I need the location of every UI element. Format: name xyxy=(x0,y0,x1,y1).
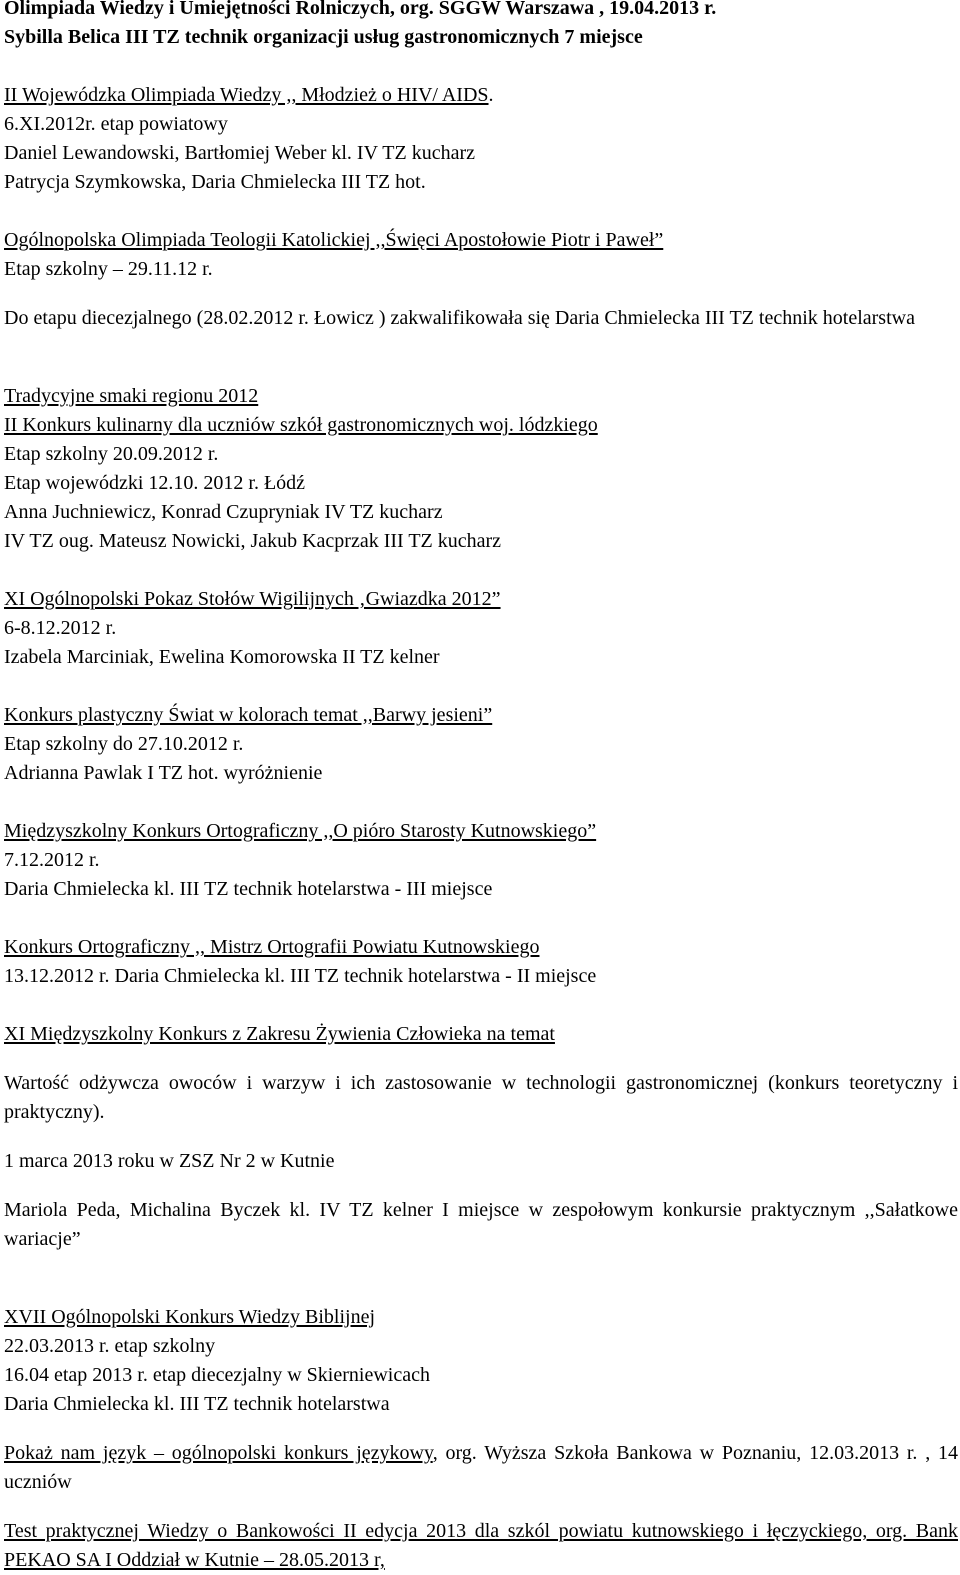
competition-title-hiv-olympiad: II Wojewódzka Olimpiada Wiedzy ,, Młodzież o HIV/ AIDS xyxy=(4,84,489,106)
stage-date: 22.03.2013 r. etap szkolny xyxy=(4,1335,216,1357)
participants-line: Izabela Marciniak, Ewelina Komorowska II TZ kelner xyxy=(4,646,440,668)
competition-topic: Wartość odżywcza owoców i warzyw i ich zastosowanie w technologii gastronomicznej (konkurs teoretyczny i praktyczny). xyxy=(4,1072,958,1123)
qualification-note: Do etapu diecezjalnego (28.02.2012 r. Łowicz ) zakwalifikowała się Daria Chmielecka III TZ technik hotelarstwa xyxy=(4,307,915,329)
competition-title-bible-contest: XVII Ogólnopolski Konkurs Wiedzy Biblijnej xyxy=(4,1306,376,1328)
result-line: Daria Chmielecka kl. III TZ technik hotelarstwa - III miejsce xyxy=(4,878,493,900)
title-period: . xyxy=(488,84,494,106)
competition-title-theology-olympiad: Ogólnopolska Olimpiada Teologii Katolickiej ,,Święci Apostołowie Piotr i Paweł” xyxy=(4,229,664,251)
result-line: Adrianna Pawlak I TZ hot. wyróżnienie xyxy=(4,762,323,784)
stage-date: Etap szkolny – 29.11.12 r. xyxy=(4,258,213,280)
result-line: Mariola Peda, Michalina Byczek kl. IV TZ kelner I miejsce w zespołowym konkursie praktycznym ,,Sałatkowe wariacje” xyxy=(4,1199,958,1250)
language-contest-entry xyxy=(4,1439,958,1497)
competition-title-nutrition: XI Międzyszkolny Konkurs z Zakresu Żywienia Człowieka na temat xyxy=(4,1023,555,1045)
stage-date: Etap szkolny do 27.10.2012 r. xyxy=(4,733,244,755)
result-line: Sybilla Belica III TZ technik organizacji usług gastronomicznych 7 miejsce xyxy=(4,26,643,48)
competition-heading-hiv xyxy=(4,81,958,110)
competition-title-spelling-starosta: Międzyszkolny Konkurs Ortograficzny ,,O pióro Starosty Kutnowskiego” xyxy=(4,820,597,842)
competition-title-language-contest: Pokaż nam język – ogólnopolski konkurs językowy xyxy=(4,1442,433,1464)
event-date-place: 1 marca 2013 roku w ZSZ Nr 2 w Kutnie xyxy=(4,1150,335,1172)
stage-date: Etap szkolny 20.09.2012 r. xyxy=(4,443,219,465)
stage-date: Etap wojewódzki 12.10. 2012 r. Łódź xyxy=(4,472,306,494)
competition-title-banking-test: Test praktycznej Wiedzy o Bankowości II edycja 2013 dla szkól powiatu kutnowskiego i łęczyckiego, org. Bank PEKAO SA I Oddział w Kutnie – 28.05.2013 r, xyxy=(4,1520,958,1571)
competition-title-christmas-tables: XI Ogólnopolski Pokaz Stołów Wigilijnych ‚Gwiazdka 2012” xyxy=(4,588,501,610)
result-line: 13.12.2012 r. Daria Chmielecka kl. III TZ technik hotelarstwa - II miejsce xyxy=(4,965,597,987)
event-date: 7.12.2012 r. xyxy=(4,849,100,871)
stage-date: 16.04 etap 2013 r. etap diecezjalny w Skierniewicach xyxy=(4,1364,430,1386)
competition-title-agri-olympiad: Olimpiada Wiedzy i Umiejętności Rolniczych, org. SGGW Warszawa , 19.04.2013 r. xyxy=(4,0,717,19)
participants-line: Daria Chmielecka kl. III TZ technik hotelarstwa xyxy=(4,1393,390,1415)
competition-title-regional-tastes: Tradycyjne smaki regionu 2012 xyxy=(4,385,259,407)
participants-line: Patrycja Szymkowska, Daria Chmielecka III TZ hot. xyxy=(4,171,426,193)
participants-line: Daniel Lewandowski, Bartłomiej Weber kl. IV TZ kucharz xyxy=(4,142,476,164)
competition-title-art-contest: Konkurs plastyczny Świat w kolorach temat ,,Barwy jesieni” xyxy=(4,704,493,726)
competition-subtitle-culinary: II Konkurs kulinarny dla uczniów szkół gastronomicznych woj. lódzkiego xyxy=(4,414,598,436)
competition-title-spelling-master: Konkurs Ortograficzny ,, Mistrz Ortografii Powiatu Kutnowskiego xyxy=(4,936,540,958)
event-date: 6-8.12.2012 r. xyxy=(4,617,117,639)
competition-details: , org. Wyższa Szkoła Bankowa w Poznaniu, 12.03.2013 r. , 14 uczniów xyxy=(4,1442,958,1493)
participants-line: IV TZ oug. Mateusz Nowicki, Jakub Kacprzak III TZ kucharz xyxy=(4,530,502,552)
stage-date: 6.XI.2012r. etap powiatowy xyxy=(4,113,228,135)
participants-line: Anna Juchniewicz, Konrad Czupryniak IV TZ kucharz xyxy=(4,501,443,523)
